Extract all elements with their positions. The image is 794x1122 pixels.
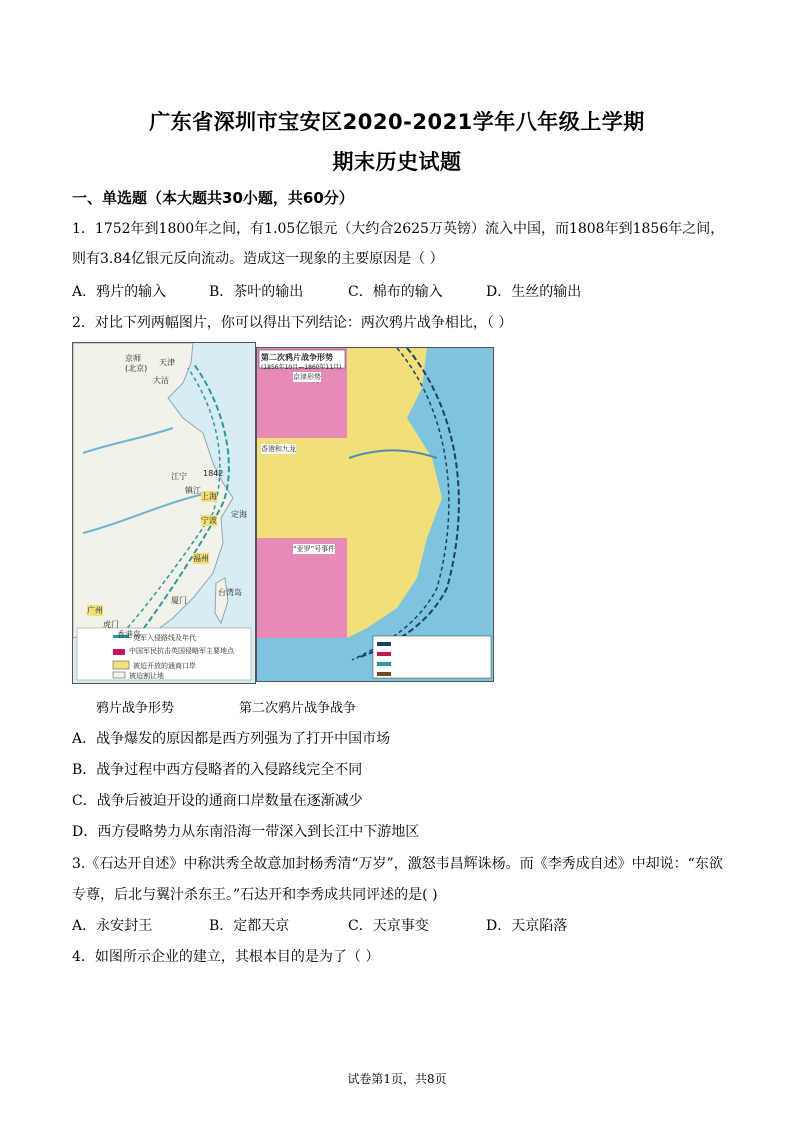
map1-label-ningbo: 宁波	[201, 516, 217, 525]
q1-stem-line1: 1．1752年到1800年之间，有1.05亿银元（大约合2625万英镑）流入中国，而1808年到1856年之间，	[72, 221, 725, 237]
caption-second-opium-war: 第二次鸦片战争战争	[239, 701, 357, 716]
q1-option-d[interactable]: D．生丝的输出	[486, 284, 582, 300]
map1-label-xiamen: 厦门	[171, 596, 187, 605]
map2-inset-jingjin: 京津形势	[293, 373, 321, 381]
map1-legend-ports: 被迫开放的通商口岸	[133, 662, 196, 670]
page-footer: 试卷第1页，共8页	[347, 1072, 447, 1086]
q4-stem: 4．如图所示企业的建立，其根本目的是为了（ ）	[72, 949, 380, 965]
map1-label-guangzhou: 广州	[87, 606, 103, 615]
page-title: 广东省深圳市宝安区2020-2021学年八年级上学期	[149, 110, 645, 134]
q2-option-b[interactable]: B．战争过程中西方侵略者的入侵路线完全不同	[72, 762, 363, 778]
q3-options	[72, 915, 692, 935]
opium-war-map	[72, 342, 256, 684]
q1-option-a[interactable]: A．鸦片的输入	[72, 284, 167, 300]
map1-label-taiwan: 台湾岛	[218, 588, 242, 597]
map1-label-jiangning: 江宁	[171, 472, 187, 481]
map1-label-tianjin: 天津	[159, 358, 175, 367]
q2-option-d[interactable]: D．西方侵略势力从东南沿海一带深入到长江中下游地区	[72, 824, 420, 840]
q2-option-a[interactable]: A．战争爆发的原因都是西方列强为了打开中国市场	[72, 731, 391, 747]
q1-stem-line2: 则有3.84亿银元反向流动。造成这一现象的主要原因是（ ）	[72, 251, 444, 267]
map1-label-beijing-alt: (北京)	[125, 364, 148, 373]
q2-option-c[interactable]: C．战争后被迫开设的通商口岸数量在逐渐减少	[72, 793, 363, 809]
opium-war-map-graphic	[73, 343, 255, 683]
map1-label-year: 1842	[203, 469, 224, 478]
map2-inset-arrow: “亚罗”号事件	[293, 545, 336, 553]
map1-legend-ceded: 被迫割让地	[129, 672, 164, 680]
map1-label-beijing: 京师	[125, 354, 141, 363]
second-opium-war-map-graphic	[257, 348, 493, 681]
q3-option-c[interactable]: C．天京事变	[348, 918, 429, 934]
map2-inset-hongkong: 香港和九龙	[261, 445, 296, 453]
q2-stem: 2．对比下列两幅图片，你可以得出下列结论：两次鸦片战争相比，（ ）	[72, 315, 513, 331]
map1-label-shanghai: 上海	[201, 492, 217, 501]
caption-opium-war: 鸦片战争形势	[96, 701, 175, 716]
q3-stem-line1: 3.《石达开自述》中称洪秀全故意加封杨秀清“万岁”，激怒韦昌辉诛杨。而《李秀成自述》中却说：“东欲	[72, 856, 723, 872]
map2-title: 第二次鸦片战争形势	[261, 353, 333, 362]
second-opium-war-map	[256, 347, 494, 682]
q3-stem-line2: 专尊，后北与翼汁杀东王。”石达开和李秀成共同评述的是( )	[72, 887, 438, 903]
q1-option-b[interactable]: B．茶叶的输出	[209, 284, 304, 300]
map1-label-dagu: 大沽	[153, 376, 169, 385]
section-heading: 一、单选题（本大题共30小题，共60分）	[72, 189, 354, 207]
q3-option-b[interactable]: B．定都天京	[209, 918, 290, 934]
map1-legend-resist: 中国军民抗击英国侵略军主要地点	[129, 647, 234, 655]
map1-label-dinghai: 定海	[231, 510, 247, 519]
page-subtitle: 期末历史试题	[332, 150, 462, 174]
map1-label-fuzhou: 福州	[193, 554, 209, 563]
q3-option-d[interactable]: D．天京陷落	[486, 918, 568, 934]
map2-subtitle: (1856年10月—1860年11月)	[261, 364, 342, 371]
map1-label-zhenjiang: 镇江	[185, 486, 201, 495]
q1-option-c[interactable]: C．棉布的输入	[348, 284, 443, 300]
q1-options	[72, 281, 692, 301]
map1-label-hongkong: 香港岛	[117, 630, 141, 639]
q3-option-a[interactable]: A．永安封王	[72, 918, 153, 934]
map1-label-humen: 虎门	[103, 620, 119, 629]
map1-legend-route: 英军入侵路线及年代	[133, 634, 196, 642]
